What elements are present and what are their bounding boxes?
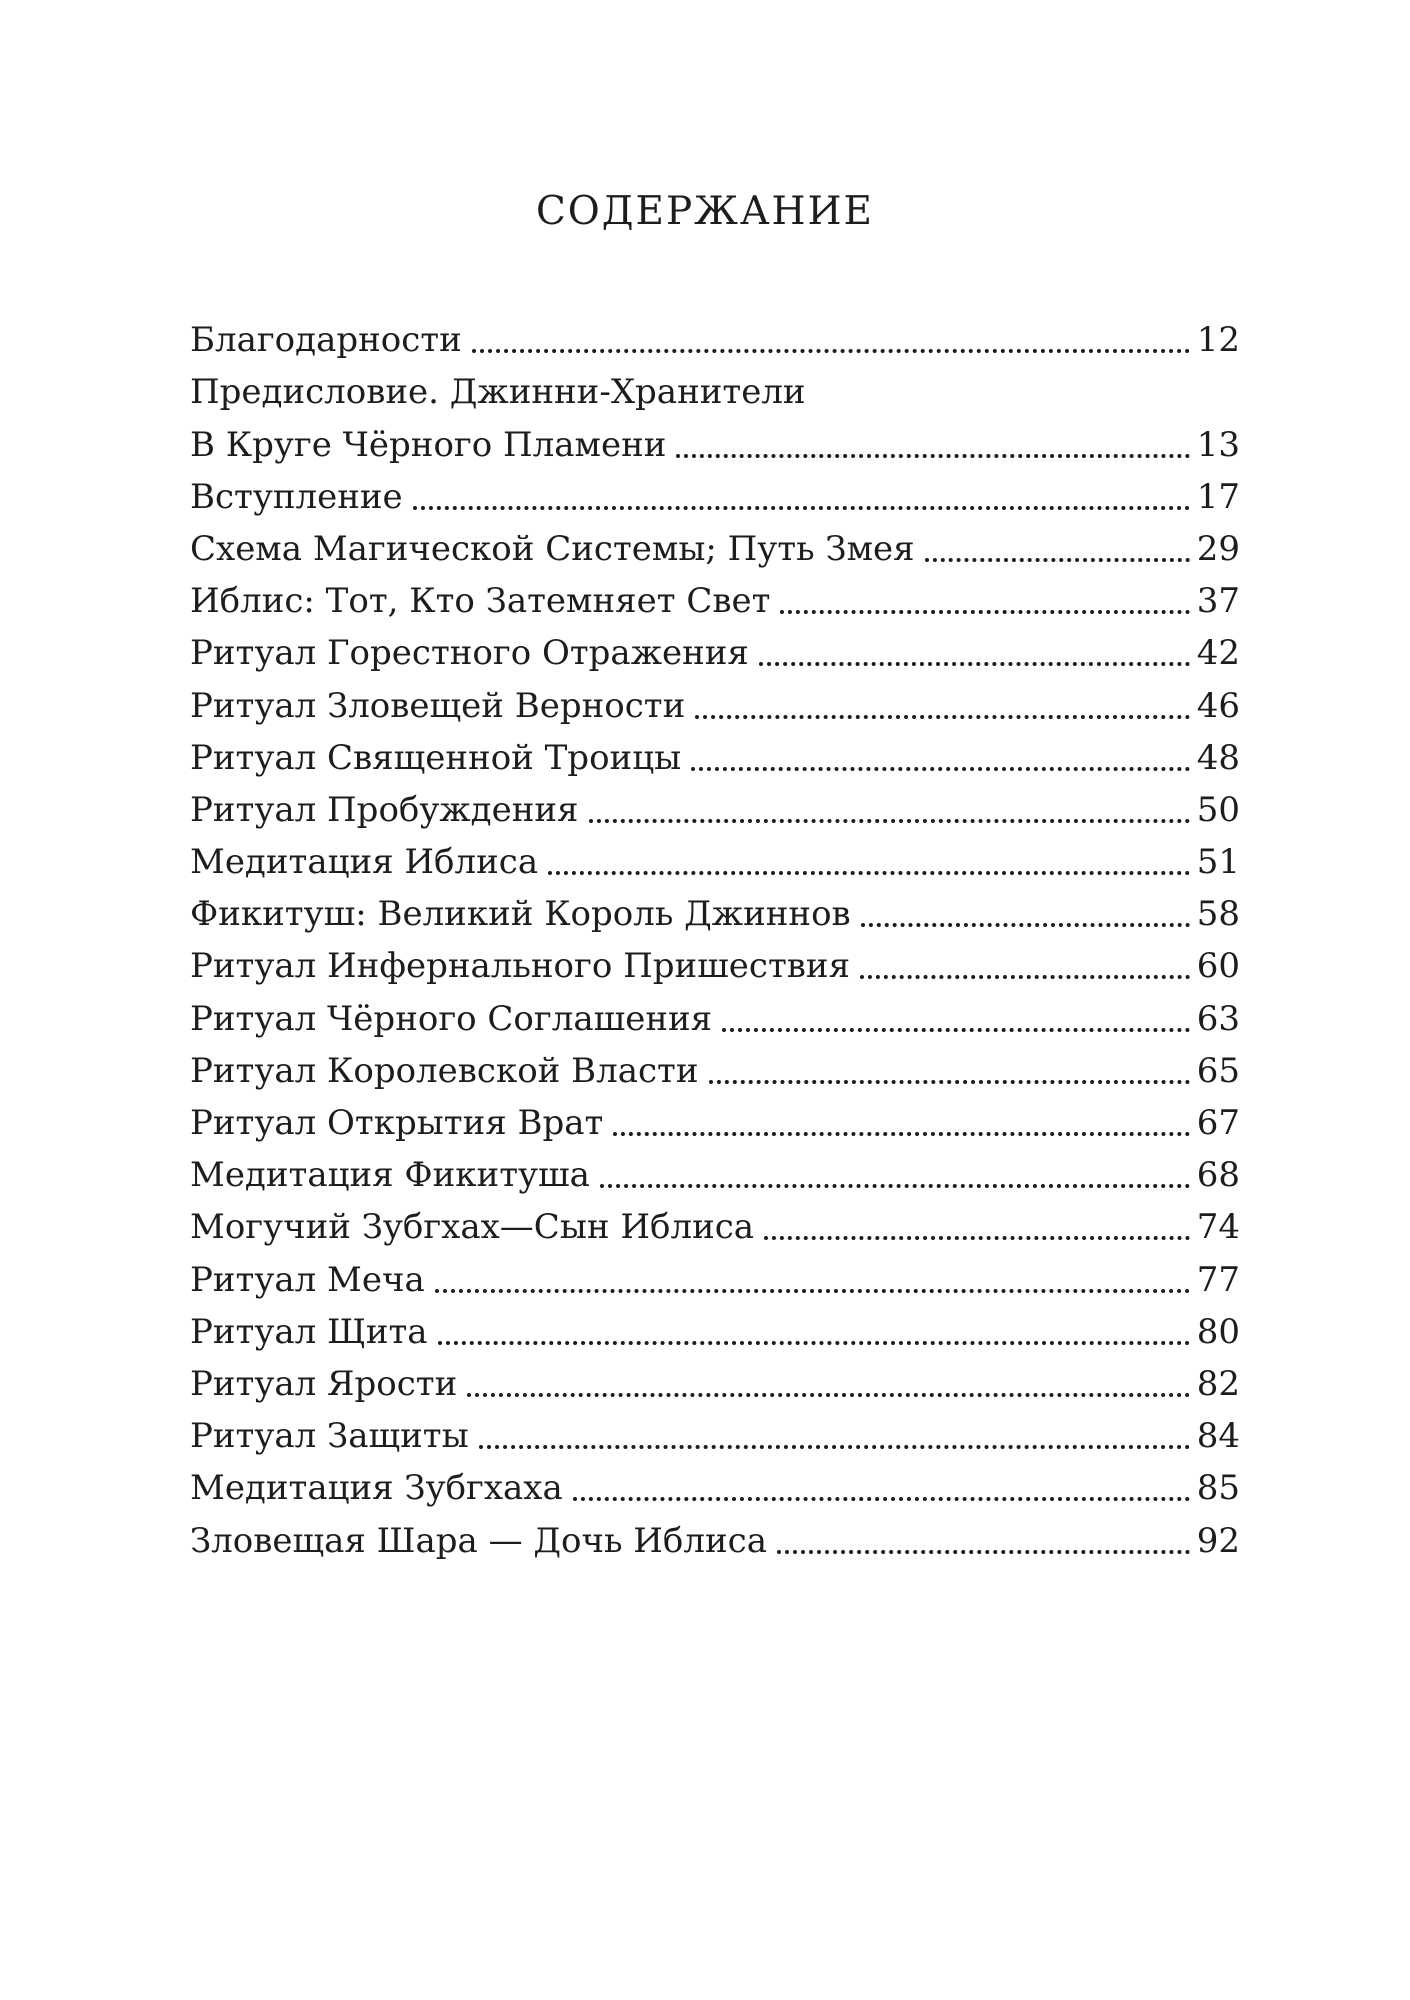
- toc-entry-label: В Круге Чёрного Пламени: [190, 424, 667, 465]
- toc-entry: [190, 885, 1240, 937]
- dot-leader: [695, 715, 1189, 719]
- toc-entry-label: Ритуал Меча: [190, 1259, 425, 1300]
- toc-entry-label: Зловещая Шара — Дочь Иблиса: [190, 1520, 767, 1561]
- toc-entry: [190, 1407, 1240, 1459]
- toc-entry: [190, 1459, 1240, 1511]
- toc-entry: [190, 833, 1240, 885]
- toc-entry-page: 37: [1196, 581, 1240, 622]
- toc-entry-label: Ритуал Защиты: [190, 1416, 469, 1457]
- toc-entry-page: 74: [1196, 1207, 1240, 1248]
- toc-entry: [190, 1511, 1240, 1563]
- toc-entry: [190, 1250, 1240, 1302]
- toc-entry-label: Предисловие. Джинни-Хранители: [190, 372, 806, 413]
- toc-entry-page: 65: [1196, 1050, 1240, 1091]
- dot-leader: [413, 506, 1190, 510]
- dot-leader: [709, 1080, 1190, 1084]
- toc-entry-page: 67: [1196, 1103, 1240, 1143]
- dot-leader: [722, 1028, 1190, 1032]
- dot-leader: [573, 1497, 1190, 1501]
- page-title: СОДЕРЖАНИЕ: [535, 189, 875, 234]
- toc-entry-page: 60: [1196, 946, 1240, 987]
- dot-leader: [438, 1341, 1190, 1345]
- dot-leader: [777, 1550, 1190, 1554]
- toc-entry-label: Ритуал Горестного Отражения: [190, 633, 749, 674]
- toc-entry-page: 58: [1196, 894, 1240, 935]
- toc-entry-page: 46: [1196, 685, 1240, 726]
- toc-entry-label: Ритуал Священной Троицы: [190, 737, 682, 778]
- toc-entry-page: 80: [1196, 1311, 1240, 1352]
- table-of-contents: [190, 311, 1240, 1564]
- toc-entry-label: Ритуал Зловещей Верности: [190, 685, 686, 726]
- toc-entry-label: Медитация Зубгхаха: [190, 1468, 563, 1509]
- toc-entry-label: Вступление: [190, 476, 403, 517]
- toc-entry-label: Медитация Иблиса: [190, 842, 539, 883]
- toc-entry-label: Ритуал Королевской Власти: [190, 1050, 699, 1091]
- dot-leader: [600, 1184, 1190, 1188]
- dot-leader: [691, 767, 1190, 771]
- toc-entry: [190, 781, 1240, 833]
- dot-leader: [472, 349, 1190, 353]
- toc-entry-page: 63: [1196, 998, 1240, 1039]
- toc-entry: [190, 937, 1240, 989]
- dot-leader: [759, 662, 1190, 666]
- toc-entry-label: Иблис: Тот, Кто Затемняет Свет: [190, 581, 771, 622]
- dot-leader: [589, 819, 1190, 823]
- toc-entry: [190, 572, 1240, 624]
- toc-entry: [190, 520, 1240, 572]
- toc-entry: [190, 1198, 1240, 1250]
- toc-entry-label: Ритуал Открытия Врат: [190, 1103, 604, 1143]
- toc-entry-page: 85: [1196, 1468, 1240, 1509]
- toc-entry-label: Фикитуш: Великий Король Джиннов: [190, 894, 851, 935]
- toc-entry-page: 77: [1196, 1259, 1240, 1300]
- dot-leader: [467, 1393, 1189, 1397]
- toc-entry-page: 82: [1196, 1363, 1240, 1404]
- toc-entry-label: Медитация Фикитуша: [190, 1155, 590, 1196]
- toc-entry-label: Ритуал Щита: [190, 1311, 428, 1352]
- toc-entry: [190, 363, 1240, 415]
- toc-entry-page: 51: [1196, 842, 1240, 883]
- dot-leader: [676, 454, 1189, 458]
- toc-entry-label: Ритуал Чёрного Соглашения: [190, 998, 713, 1039]
- toc-entry: [190, 729, 1240, 781]
- dot-leader: [861, 923, 1190, 927]
- dot-leader: [613, 1132, 1189, 1136]
- toc-entry-page: 48: [1196, 737, 1240, 778]
- dot-leader: [548, 871, 1190, 875]
- toc-entry-label: Ритуал Инфернального Пришествия: [190, 946, 851, 987]
- toc-entry: [190, 1303, 1240, 1355]
- toc-entry-page: 68: [1196, 1155, 1240, 1196]
- toc-entry: [190, 1042, 1240, 1094]
- toc-entry-label: Ритуал Пробуждения: [190, 789, 579, 830]
- toc-entry-page: 42: [1196, 633, 1240, 674]
- toc-entry-page: 84: [1196, 1416, 1240, 1457]
- toc-entry: [190, 311, 1240, 363]
- toc-entry: [190, 1094, 1240, 1146]
- toc-entry-label: Благодарности: [190, 320, 462, 361]
- toc-entry: [190, 468, 1240, 520]
- toc-entry-label: Могучий Зубгхах—Сын Иблиса: [190, 1207, 755, 1248]
- toc-entry: [190, 1355, 1240, 1407]
- dot-leader: [860, 975, 1190, 979]
- dot-leader: [479, 1445, 1190, 1449]
- toc-entry: [190, 676, 1240, 728]
- dot-leader: [764, 1236, 1190, 1240]
- toc-entry-page: 17: [1196, 476, 1240, 517]
- toc-entry: [190, 415, 1240, 467]
- dot-leader: [780, 610, 1189, 614]
- dot-leader: [925, 558, 1190, 562]
- toc-entry-page: 50: [1196, 789, 1240, 830]
- toc-entry-page: 13: [1196, 424, 1240, 465]
- toc-entry-page: 29: [1196, 528, 1240, 569]
- dot-leader: [435, 1289, 1190, 1293]
- toc-entry-page: 92: [1196, 1520, 1240, 1561]
- toc-entry: [190, 624, 1240, 676]
- toc-entry-label: Схема Магической Системы; Путь Змея: [190, 528, 915, 569]
- toc-entry: [190, 989, 1240, 1041]
- toc-entry-page: 12: [1196, 320, 1240, 361]
- toc-entry-label: Ритуал Ярости: [190, 1363, 458, 1404]
- toc-entry: [190, 1146, 1240, 1198]
